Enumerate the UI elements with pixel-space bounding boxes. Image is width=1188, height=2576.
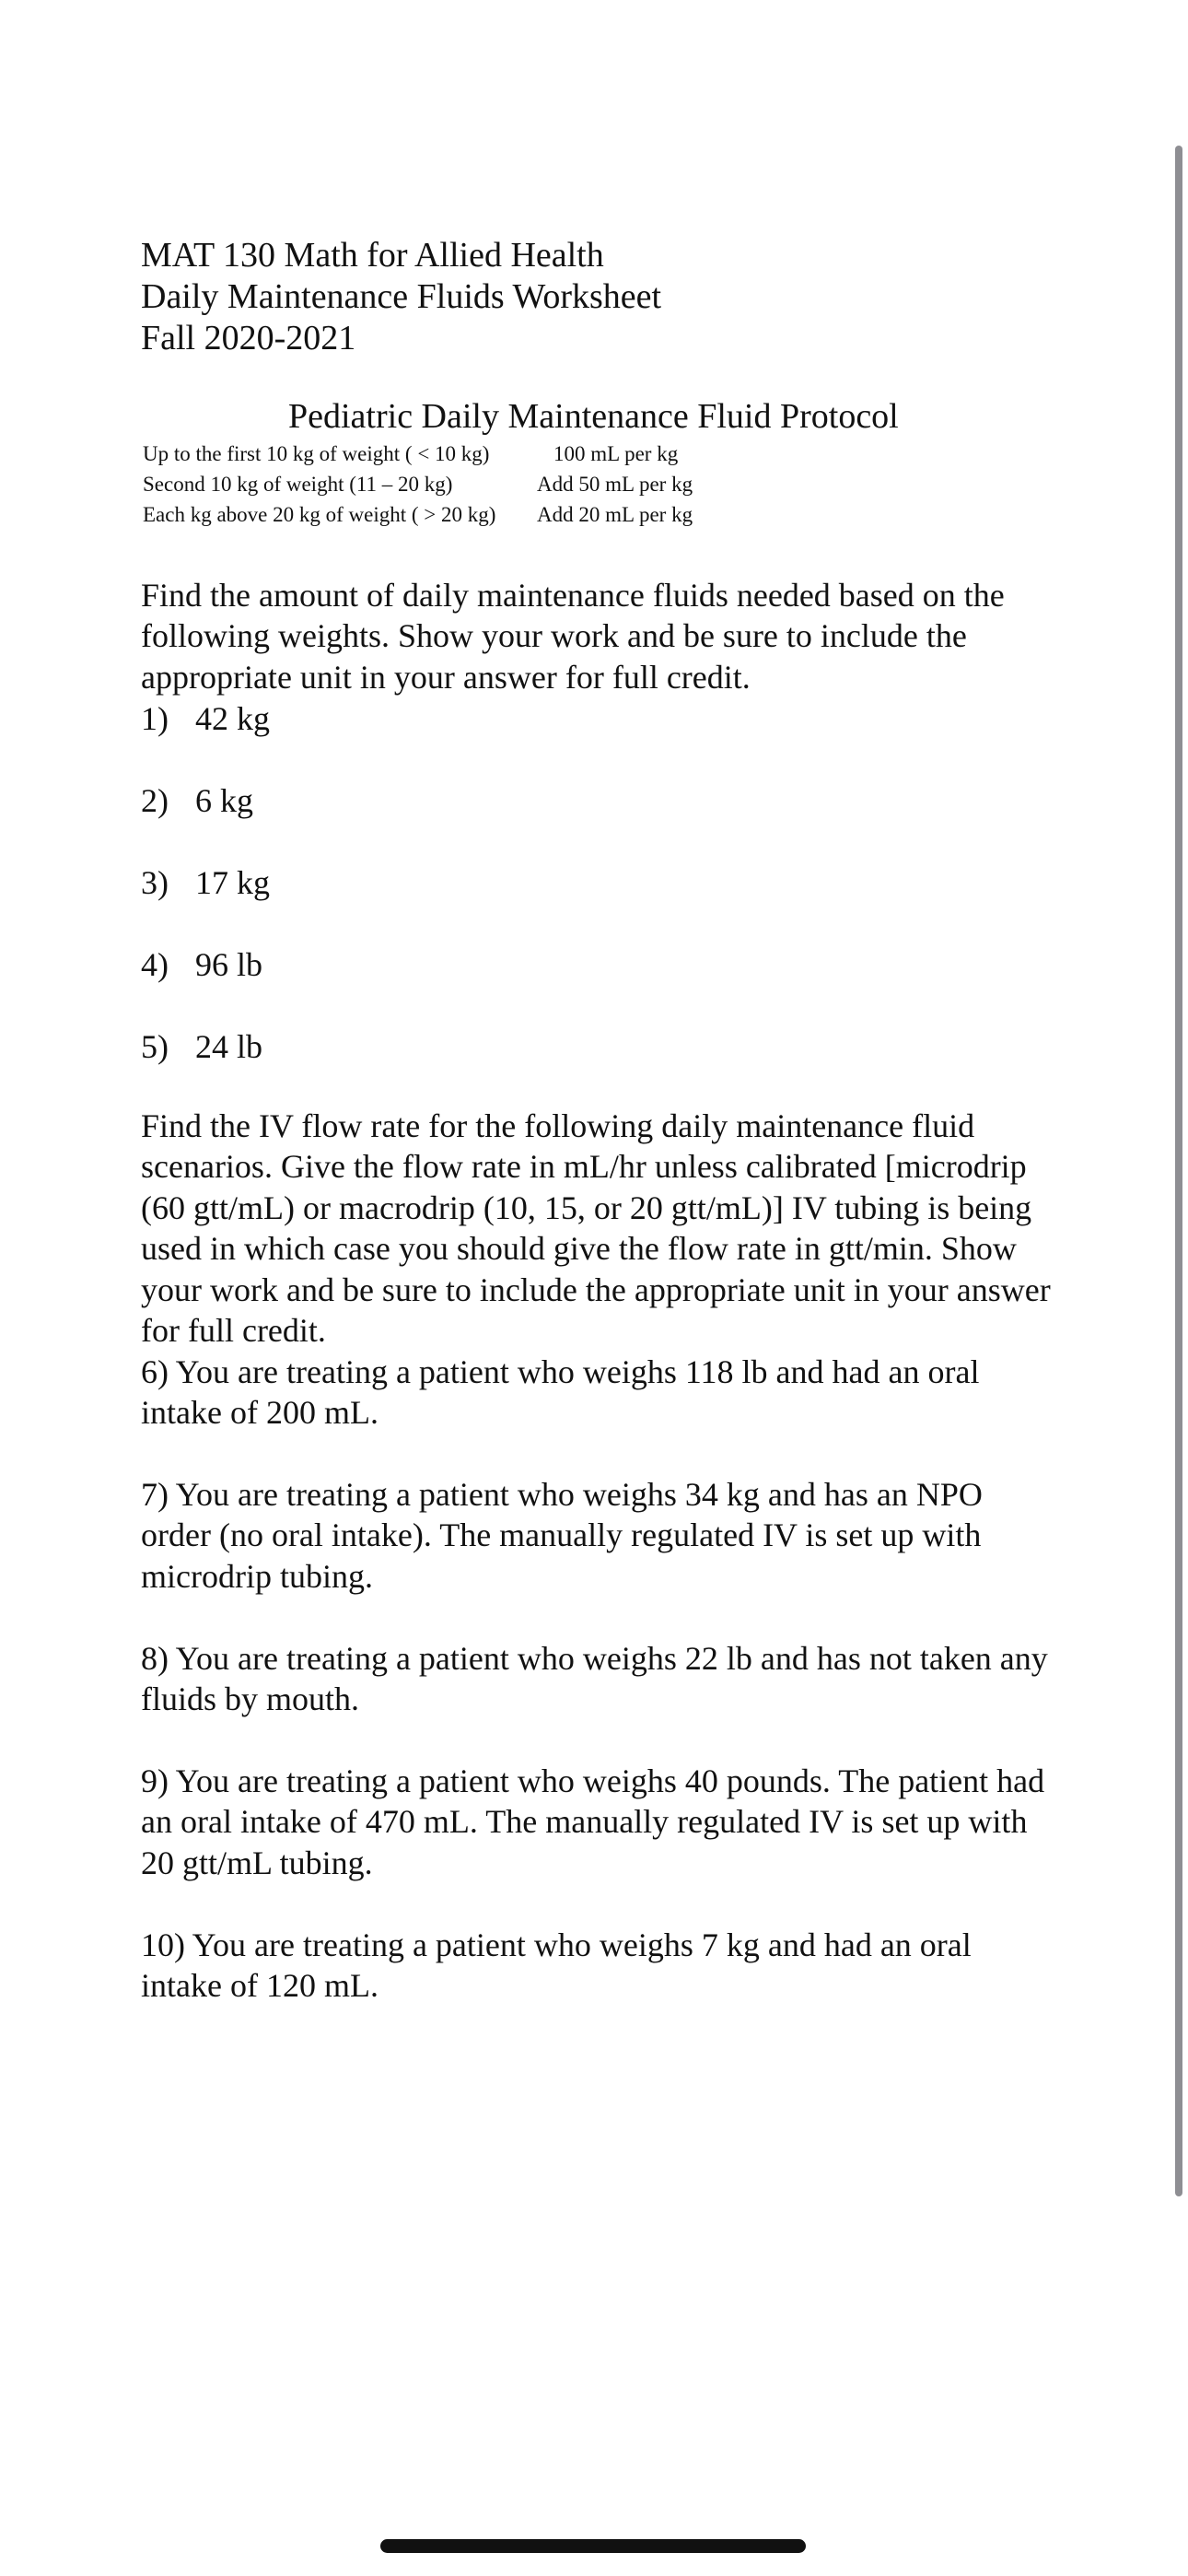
scenario-problem: 6) You are treating a patient who weighs 118 lb and had an oral intake of 200 mL. xyxy=(141,1353,980,1432)
vertical-scrollbar[interactable] xyxy=(1175,146,1182,2196)
problem-number: 5) xyxy=(141,1028,169,1065)
term-label: Fall 2020-2021 xyxy=(141,319,356,357)
home-indicator[interactable] xyxy=(380,2539,806,2553)
protocol-amount: Add 20 mL per kg xyxy=(537,503,693,526)
worksheet-title: Daily Maintenance Fluids Worksheet xyxy=(141,277,662,316)
scenario-problem: 8) You are treating a patient who weighs 22 lb and has not taken any fluids by mouth. xyxy=(141,1640,1048,1718)
problem-text: 42 kg xyxy=(195,700,270,737)
problem-text: 17 kg xyxy=(195,864,270,901)
problem-number: 4) xyxy=(141,946,169,983)
problem-number: 3) xyxy=(141,864,169,901)
problem-number: 2) xyxy=(141,782,169,819)
section2-instructions: Find the IV flow rate for the following daily maintenance fluid scenarios. Give the flow rate in mL/hr unless calibrated [microdrip (60 gtt/mL) or macrodrip (10, 15, or 20 gtt/mL)] IV tubing is being used in which case you should give the flow rate in gtt/min. Show your work and be sure to include the appropriate unit in your answer for full credit. xyxy=(141,1107,1051,1350)
scenario-problem: 7) You are treating a patient who weighs 34 kg and has an NPO order (no oral intake). The manually regulated IV is set up with microdrip tubing. xyxy=(141,1476,983,1595)
protocol-weight: Up to the first 10 kg of weight ( < 10 kg) xyxy=(143,442,490,465)
protocol-amount: Add 50 mL per kg xyxy=(537,473,693,496)
problem-text: 6 kg xyxy=(195,782,253,819)
section1-instructions: Find the amount of daily maintenance fluids needed based on the following weights. Show your work and be sure to include the appropriate unit in your answer for full credit. xyxy=(141,577,1005,696)
protocol-weight: Each kg above 20 kg of weight ( > 20 kg) xyxy=(143,503,496,526)
protocol-weight: Second 10 kg of weight (11 – 20 kg) xyxy=(143,473,453,496)
problem-number: 1) xyxy=(141,700,169,737)
course-title: MAT 130 Math for Allied Health xyxy=(141,236,604,275)
problem-text: 96 lb xyxy=(195,946,263,983)
scenario-problem: 9) You are treating a patient who weighs 40 pounds. The patient had an oral intake of 470 mL. The manually regulated IV is set up with 20 gtt/mL tubing. xyxy=(141,1762,1045,1881)
problem-text: 24 lb xyxy=(195,1028,263,1065)
protocol-title: Pediatric Daily Maintenance Fluid Protocol xyxy=(288,397,899,436)
scenario-problem: 10) You are treating a patient who weighs 7 kg and had an oral intake of 120 mL. xyxy=(141,1926,972,2005)
protocol-amount: 100 mL per kg xyxy=(553,442,679,465)
